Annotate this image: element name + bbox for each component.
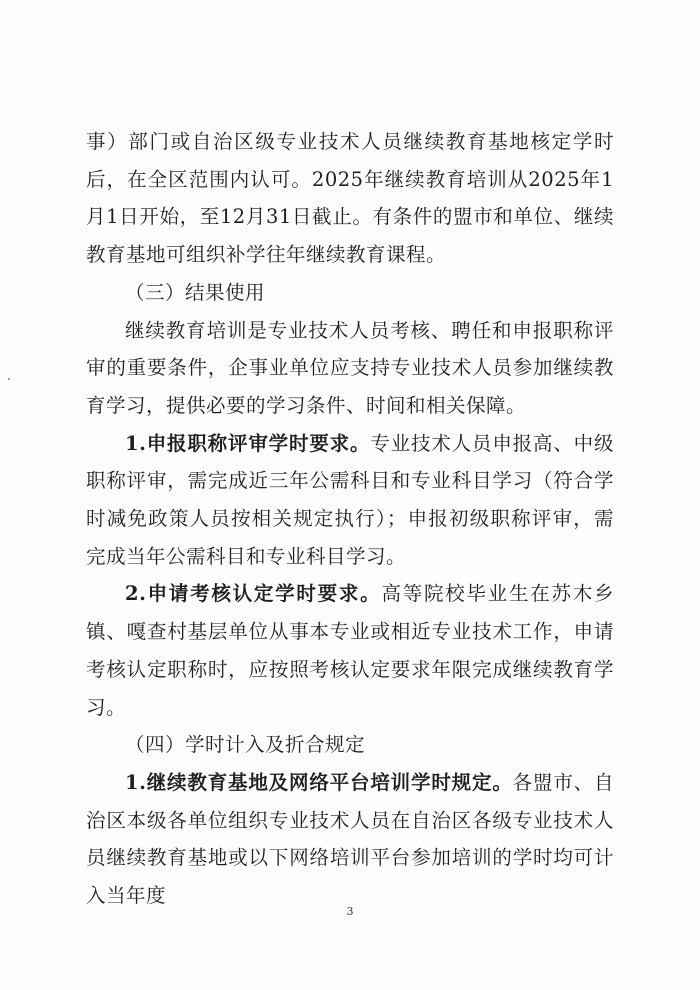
paragraph-text: 继续教育培训是专业技术人员考核、聘任和申报职称评审的重要条件，企事业单位应支持专业技术人员参加继续教育学习，提供必要的学习条件、时间和相关保障。 xyxy=(86,318,614,417)
paragraph-results-use xyxy=(86,312,614,425)
paragraph-text: 事）部门或自治区级专业技术人员继续教育基地核定学时后，在全区范围内认可。2025年继续教育培训从2025年1月1日开始，至12月31日截止。有条件的盟市和单位、继续教育基地可组织补学往年继续教育课程。 xyxy=(86,130,614,267)
heading-text: （四）学时计入及折合规定 xyxy=(125,733,366,757)
paragraph-lead: 1.申报职称评审学时要求。 xyxy=(125,431,371,455)
paragraph-training-base-hours xyxy=(86,764,614,915)
paragraph-text: 各盟市、自治区本级各单位组织专业技术人员在自治区各级专业技术人员继续教育基地或以下网络培训平台参加培训的学时均可计入当年度 xyxy=(86,770,614,908)
paragraph-assessment-requirement xyxy=(86,575,614,726)
document-body xyxy=(86,123,614,915)
paragraph-text: 专业技术人员申报高、中级职称评审，需完成近三年公需科目和专业科目学习（符合学时减免政策人员按相关规定执行）；申报初级职称评审，需完成当年公需科目和专业科目学习。 xyxy=(86,431,614,568)
paragraph-title-review-requirement xyxy=(86,425,614,576)
paragraph-lead: 1.继续教育基地及网络平台培训学时规定。 xyxy=(125,770,513,794)
paragraph-continuation xyxy=(86,123,614,274)
section-heading-hours-rules xyxy=(86,726,614,764)
paragraph-text: 高等院校毕业生在苏木乡镇、嘎查村基层单位从事本专业或相近专业技术工作，申请考核认定职称时，应按照考核认定要求年限完成继续教育学习。 xyxy=(86,582,614,719)
section-heading-results-use xyxy=(86,274,614,312)
scan-speck xyxy=(8,378,10,380)
page-number: 3 xyxy=(346,905,354,918)
heading-text: （三）结果使用 xyxy=(125,280,266,304)
paragraph-lead: 2.申请考核认定学时要求。 xyxy=(125,582,382,606)
